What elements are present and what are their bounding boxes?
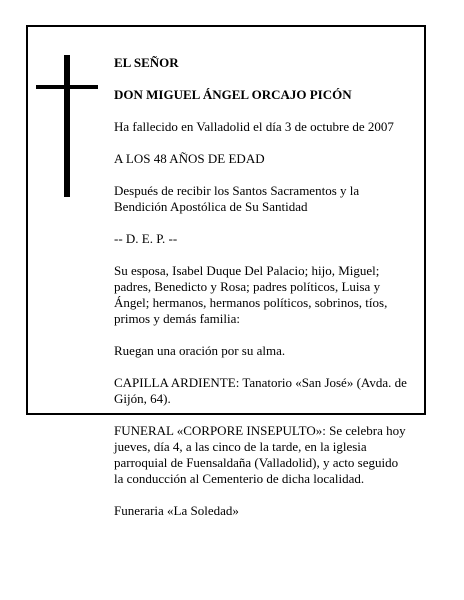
funeral-home: Funeraria «La Soledad» [114,503,239,518]
death-statement: Ha fallecido en Valladolid el día 3 de octubre de 2007 [114,119,394,134]
rip-line: -- D. E. P. -- [114,231,178,246]
prayer-request: Ruegan una oración por su alma. [114,343,286,358]
sacraments-statement: Después de recibir los Santos Sacramentos y la Bendición Apostólica de Su Santidad [114,183,360,214]
latin-cross-icon [36,55,98,197]
funeral-info: FUNERAL «CORPORE INSEPULTO»: Se celebra hoy jueves, día 4, a las cinco de la tarde, en la iglesia parroquial de Fuensaldaña (Valladolid), y acto seguido la conducción al Cementerio de dicha localidad. [114,423,406,486]
cross-horizontal-bar [36,85,98,89]
title-line-1: EL SEÑOR [114,55,179,70]
age-statement: A LOS 48 AÑOS DE EDAD [114,151,265,166]
deceased-name: DON MIGUEL ÁNGEL ORCAJO PICÓN [114,87,352,102]
family-list: Su esposa, Isabel Duque Del Palacio; hijo, Miguel; padres, Benedicto y Rosa; padres políticos, Luisa y Ángel; hermanos, hermanos políticos, sobrinos, tíos, primos y demás familia: [114,263,388,326]
obituary-text [114,39,426,535]
chapel-info: CAPILLA ARDIENTE: Tanatorio «San José» (Avda. de Gijón, 64). [114,375,407,406]
cross-vertical-bar [64,55,70,197]
